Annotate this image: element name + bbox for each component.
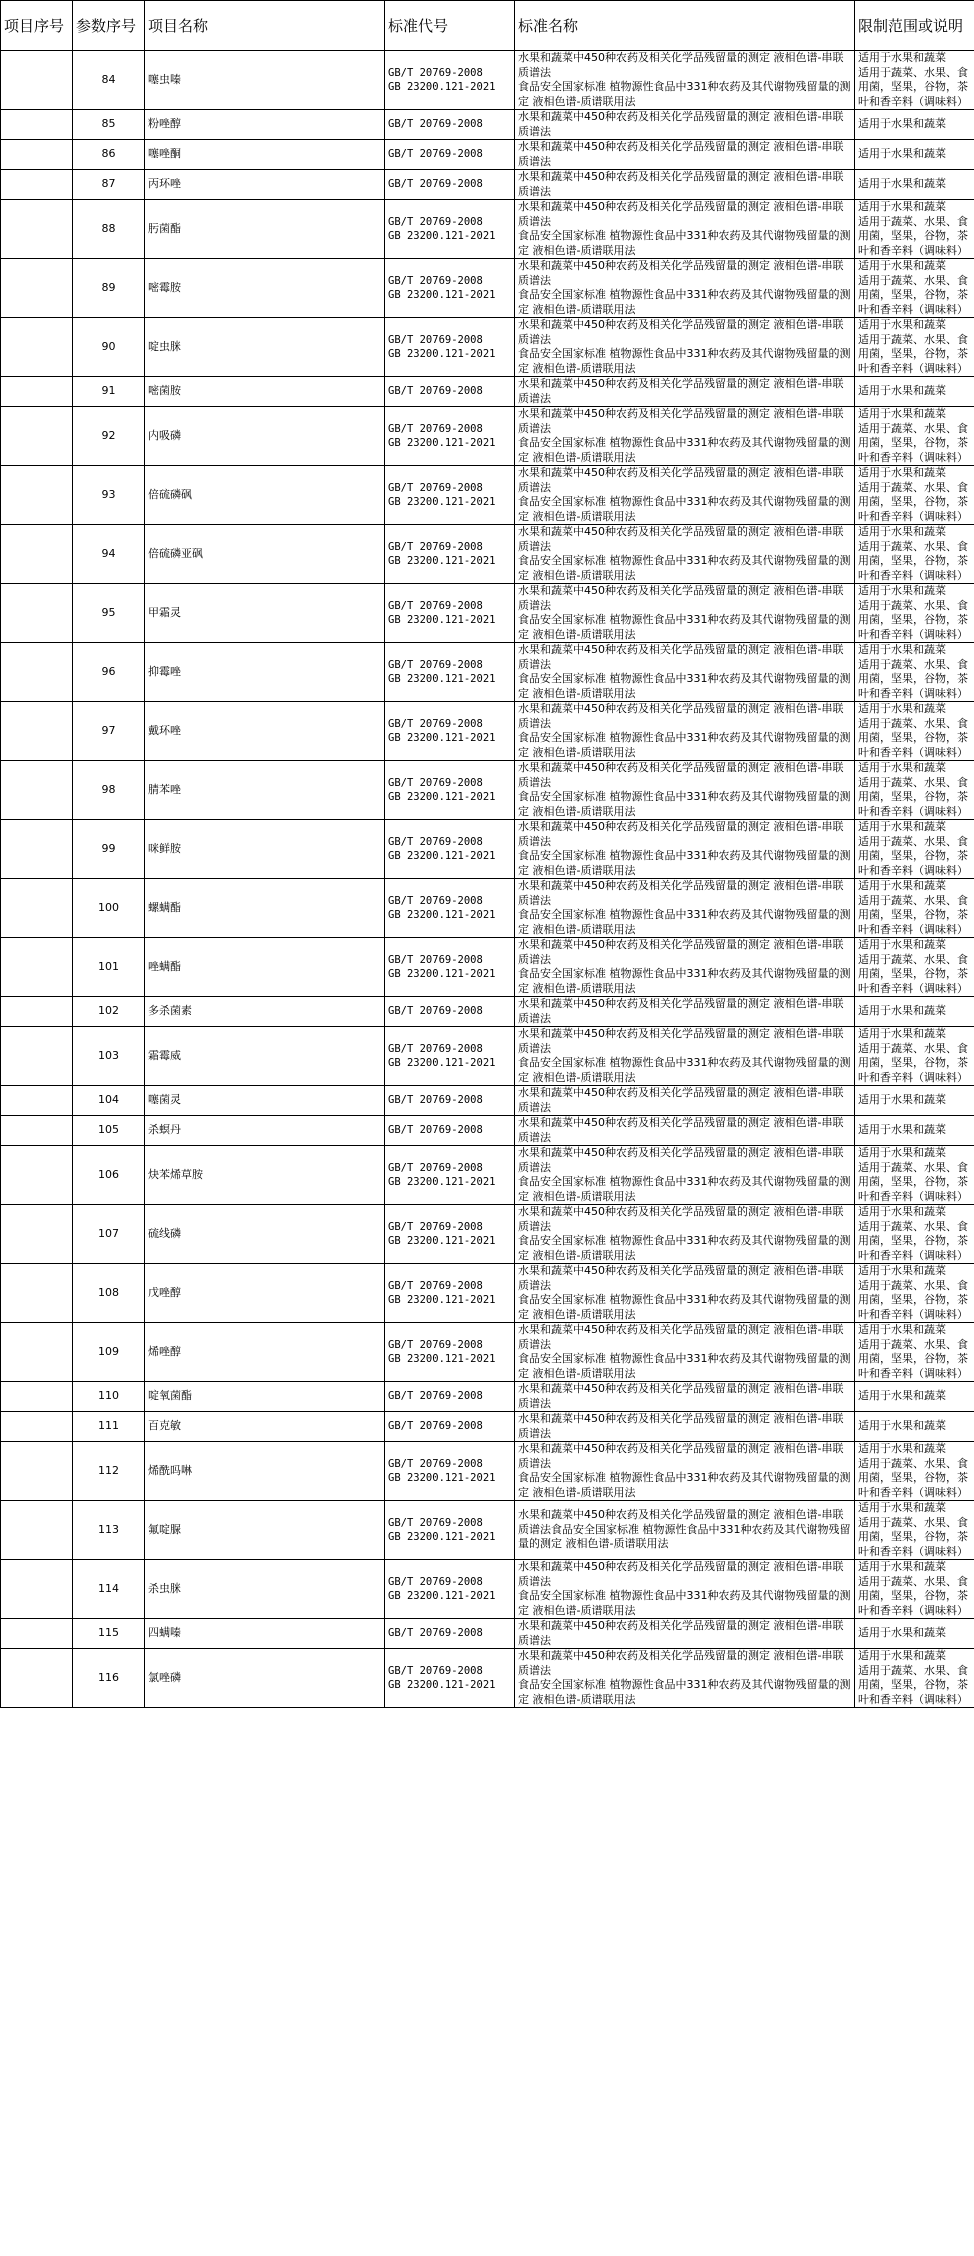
item-no-cell: [1, 140, 73, 170]
header-scope: 限制范围或说明: [855, 1, 974, 51]
scope-cell: 适用于水果和蔬菜: [855, 997, 974, 1027]
standard-code-cell: GB/T 20769-2008 GB 23200.121-2021: [385, 820, 515, 879]
table-row: [1, 1560, 974, 1619]
table-row: [1, 140, 974, 170]
standard-name-cell: 水果和蔬菜中450种农药及相关化学品残留量的测定 液相色谱-串联质谱法: [515, 110, 855, 140]
item-no-cell: [1, 466, 73, 525]
header-param-no: 参数序号: [73, 1, 145, 51]
item-name-cell: 倍硫磷砜: [145, 466, 385, 525]
standard-name-cell: 水果和蔬菜中450种农药及相关化学品残留量的测定 液相色谱-串联质谱法食品安全国家标准 植物源性食品中331种农药及其代谢物残留量的测定 液相色谱-质谱联用法: [515, 1501, 855, 1560]
param-no-cell: 102: [73, 997, 145, 1027]
param-no-cell: 93: [73, 466, 145, 525]
scope-cell: 适用于水果和蔬菜 适用于蔬菜、水果、食用菌，坚果，谷物，茶叶和香辛料（调味料）: [855, 466, 974, 525]
table-row: [1, 643, 974, 702]
standard-name-cell: 水果和蔬菜中450种农药及相关化学品残留量的测定 液相色谱-串联质谱法 食品安全国家标准 植物源性食品中331种农药及其代谢物残留量的测定 液相色谱-质谱联用法: [515, 1264, 855, 1323]
item-no-cell: [1, 525, 73, 584]
scope-cell: 适用于水果和蔬菜 适用于蔬菜、水果、食用菌，坚果，谷物，茶叶和香辛料（调味料）: [855, 938, 974, 997]
item-no-cell: [1, 377, 73, 407]
standard-name-cell: 水果和蔬菜中450种农药及相关化学品残留量的测定 液相色谱-串联质谱法: [515, 1619, 855, 1649]
standard-name-cell: 水果和蔬菜中450种农药及相关化学品残留量的测定 液相色谱-串联质谱法: [515, 170, 855, 200]
table-row: [1, 1501, 974, 1560]
scope-cell: 适用于水果和蔬菜: [855, 377, 974, 407]
table-row: [1, 1205, 974, 1264]
item-name-cell: 烯唑醇: [145, 1323, 385, 1382]
item-name-cell: 戊唑醇: [145, 1264, 385, 1323]
item-no-cell: [1, 820, 73, 879]
standard-code-cell: GB/T 20769-2008 GB 23200.121-2021: [385, 318, 515, 377]
param-no-cell: 98: [73, 761, 145, 820]
scope-cell: 适用于水果和蔬菜 适用于蔬菜、水果、食用菌，坚果，谷物，茶叶和香辛料（调味料）: [855, 584, 974, 643]
item-name-cell: 硫线磷: [145, 1205, 385, 1264]
param-no-cell: 100: [73, 879, 145, 938]
scope-cell: 适用于水果和蔬菜: [855, 1116, 974, 1146]
scope-cell: 适用于水果和蔬菜 适用于蔬菜、水果、食用菌，坚果，谷物，茶叶和香辛料（调味料）: [855, 1146, 974, 1205]
table-row: [1, 1649, 974, 1708]
param-no-cell: 104: [73, 1086, 145, 1116]
item-no-cell: [1, 643, 73, 702]
standard-name-cell: 水果和蔬菜中450种农药及相关化学品残留量的测定 液相色谱-串联质谱法: [515, 997, 855, 1027]
standard-code-cell: GB/T 20769-2008: [385, 110, 515, 140]
table-row: [1, 318, 974, 377]
standard-code-cell: GB/T 20769-2008 GB 23200.121-2021: [385, 761, 515, 820]
item-name-cell: 丙环唑: [145, 170, 385, 200]
table-row: [1, 377, 974, 407]
standard-code-cell: GB/T 20769-2008 GB 23200.121-2021: [385, 584, 515, 643]
standard-code-cell: GB/T 20769-2008: [385, 170, 515, 200]
header-standard-name: 标准名称: [515, 1, 855, 51]
param-no-cell: 85: [73, 110, 145, 140]
param-no-cell: 101: [73, 938, 145, 997]
standard-code-cell: GB/T 20769-2008: [385, 140, 515, 170]
standard-code-cell: GB/T 20769-2008 GB 23200.121-2021: [385, 466, 515, 525]
param-no-cell: 90: [73, 318, 145, 377]
standard-name-cell: 水果和蔬菜中450种农药及相关化学品残留量的测定 液相色谱-串联质谱法 食品安全国家标准 植物源性食品中331种农药及其代谢物残留量的测定 液相色谱-质谱联用法: [515, 879, 855, 938]
standard-name-cell: 水果和蔬菜中450种农药及相关化学品残留量的测定 液相色谱-串联质谱法: [515, 1412, 855, 1442]
table-row: [1, 259, 974, 318]
table-row: [1, 879, 974, 938]
table-row: [1, 407, 974, 466]
table-row: [1, 1619, 974, 1649]
item-name-cell: 多杀菌素: [145, 997, 385, 1027]
item-name-cell: 戴环唑: [145, 702, 385, 761]
item-name-cell: 啶虫脒: [145, 318, 385, 377]
param-no-cell: 114: [73, 1560, 145, 1619]
scope-cell: 适用于水果和蔬菜 适用于蔬菜、水果、食用菌，坚果，谷物，茶叶和香辛料（调味料）: [855, 1323, 974, 1382]
table-row: [1, 820, 974, 879]
scope-cell: 适用于水果和蔬菜: [855, 110, 974, 140]
standard-code-cell: GB/T 20769-2008 GB 23200.121-2021: [385, 643, 515, 702]
standard-code-cell: GB/T 20769-2008 GB 23200.121-2021: [385, 1560, 515, 1619]
standard-name-cell: 水果和蔬菜中450种农药及相关化学品残留量的测定 液相色谱-串联质谱法 食品安全国家标准 植物源性食品中331种农药及其代谢物残留量的测定 液相色谱-质谱联用法: [515, 761, 855, 820]
table-row: [1, 525, 974, 584]
scope-cell: 适用于水果和蔬菜 适用于蔬菜、水果、食用菌，坚果，谷物，茶叶和香辛料（调味料）: [855, 318, 974, 377]
item-name-cell: 唑螨酯: [145, 938, 385, 997]
standard-name-cell: 水果和蔬菜中450种农药及相关化学品残留量的测定 液相色谱-串联质谱法 食品安全国家标准 植物源性食品中331种农药及其代谢物残留量的测定 液相色谱-质谱联用法: [515, 1027, 855, 1086]
standard-name-cell: 水果和蔬菜中450种农药及相关化学品残留量的测定 液相色谱-串联质谱法 食品安全国家标准 植物源性食品中331种农药及其代谢物残留量的测定 液相色谱-质谱联用法: [515, 525, 855, 584]
item-no-cell: [1, 584, 73, 643]
item-no-cell: [1, 1146, 73, 1205]
item-no-cell: [1, 1501, 73, 1560]
param-no-cell: 99: [73, 820, 145, 879]
item-no-cell: [1, 938, 73, 997]
table-row: [1, 1116, 974, 1146]
item-name-cell: 内吸磷: [145, 407, 385, 466]
table-row: [1, 466, 974, 525]
table-row: [1, 702, 974, 761]
standard-name-cell: 水果和蔬菜中450种农药及相关化学品残留量的测定 液相色谱-串联质谱法 食品安全国家标准 植物源性食品中331种农药及其代谢物残留量的测定 液相色谱-质谱联用法: [515, 1442, 855, 1501]
item-no-cell: [1, 1619, 73, 1649]
item-no-cell: [1, 259, 73, 318]
item-no-cell: [1, 1027, 73, 1086]
standard-code-cell: GB/T 20769-2008: [385, 997, 515, 1027]
item-no-cell: [1, 200, 73, 259]
param-no-cell: 96: [73, 643, 145, 702]
scope-cell: 适用于水果和蔬菜 适用于蔬菜、水果、食用菌，坚果，谷物，茶叶和香辛料（调味料）: [855, 1649, 974, 1708]
item-no-cell: [1, 1086, 73, 1116]
item-name-cell: 霜霉威: [145, 1027, 385, 1086]
param-no-cell: 113: [73, 1501, 145, 1560]
item-no-cell: [1, 761, 73, 820]
table-row: [1, 761, 974, 820]
param-no-cell: 109: [73, 1323, 145, 1382]
standard-code-cell: GB/T 20769-2008 GB 23200.121-2021: [385, 407, 515, 466]
item-name-cell: 肟菌酯: [145, 200, 385, 259]
item-no-cell: [1, 1412, 73, 1442]
item-name-cell: 噻虫嗪: [145, 51, 385, 110]
table-row: [1, 51, 974, 110]
item-no-cell: [1, 702, 73, 761]
item-name-cell: 咪鲜胺: [145, 820, 385, 879]
param-no-cell: 95: [73, 584, 145, 643]
standard-name-cell: 水果和蔬菜中450种农药及相关化学品残留量的测定 液相色谱-串联质谱法: [515, 1086, 855, 1116]
scope-cell: 适用于水果和蔬菜 适用于蔬菜、水果、食用菌，坚果，谷物，茶叶和香辛料（调味料）: [855, 407, 974, 466]
scope-cell: 适用于水果和蔬菜 适用于蔬菜、水果、食用菌，坚果，谷物，茶叶和香辛料（调味料）: [855, 820, 974, 879]
param-no-cell: 87: [73, 170, 145, 200]
standard-name-cell: 水果和蔬菜中450种农药及相关化学品残留量的测定 液相色谱-串联质谱法: [515, 140, 855, 170]
header-standard-code: 标准代号: [385, 1, 515, 51]
item-name-cell: 抑霉唑: [145, 643, 385, 702]
scope-cell: 适用于水果和蔬菜: [855, 1382, 974, 1412]
item-no-cell: [1, 170, 73, 200]
scope-cell: 适用于水果和蔬菜 适用于蔬菜、水果、食用菌，坚果，谷物，茶叶和香辛料（调味料）: [855, 1027, 974, 1086]
standard-code-cell: GB/T 20769-2008 GB 23200.121-2021: [385, 1442, 515, 1501]
param-no-cell: 89: [73, 259, 145, 318]
standard-code-cell: GB/T 20769-2008 GB 23200.121-2021: [385, 1264, 515, 1323]
scope-cell: 适用于水果和蔬菜: [855, 170, 974, 200]
param-no-cell: 115: [73, 1619, 145, 1649]
standard-code-cell: GB/T 20769-2008: [385, 1382, 515, 1412]
standard-code-cell: GB/T 20769-2008 GB 23200.121-2021: [385, 1501, 515, 1560]
item-name-cell: 腈苯唑: [145, 761, 385, 820]
item-name-cell: 氟啶脲: [145, 1501, 385, 1560]
standard-name-cell: 水果和蔬菜中450种农药及相关化学品残留量的测定 液相色谱-串联质谱法 食品安全国家标准 植物源性食品中331种农药及其代谢物残留量的测定 液相色谱-质谱联用法: [515, 1323, 855, 1382]
table-row: [1, 1086, 974, 1116]
item-no-cell: [1, 1116, 73, 1146]
item-no-cell: [1, 51, 73, 110]
item-name-cell: 倍硫磷亚砜: [145, 525, 385, 584]
header-item-no: 项目序号: [1, 1, 73, 51]
scope-cell: 适用于水果和蔬菜: [855, 1086, 974, 1116]
param-no-cell: 86: [73, 140, 145, 170]
item-name-cell: 啶氧菌酯: [145, 1382, 385, 1412]
param-no-cell: 108: [73, 1264, 145, 1323]
standard-code-cell: GB/T 20769-2008: [385, 1116, 515, 1146]
param-no-cell: 107: [73, 1205, 145, 1264]
param-no-cell: 97: [73, 702, 145, 761]
item-no-cell: [1, 879, 73, 938]
standard-code-cell: GB/T 20769-2008 GB 23200.121-2021: [385, 259, 515, 318]
standard-name-cell: 水果和蔬菜中450种农药及相关化学品残留量的测定 液相色谱-串联质谱法 食品安全国家标准 植物源性食品中331种农药及其代谢物残留量的测定 液相色谱-质谱联用法: [515, 259, 855, 318]
standard-name-cell: 水果和蔬菜中450种农药及相关化学品残留量的测定 液相色谱-串联质谱法 食品安全国家标准 植物源性食品中331种农药及其代谢物残留量的测定 液相色谱-质谱联用法: [515, 407, 855, 466]
table-row: [1, 1382, 974, 1412]
item-name-cell: 粉唑醇: [145, 110, 385, 140]
table-header-row: [1, 1, 974, 51]
item-no-cell: [1, 318, 73, 377]
standard-name-cell: 水果和蔬菜中450种农药及相关化学品残留量的测定 液相色谱-串联质谱法 食品安全国家标准 植物源性食品中331种农药及其代谢物残留量的测定 液相色谱-质谱联用法: [515, 820, 855, 879]
scope-cell: 适用于水果和蔬菜: [855, 140, 974, 170]
param-no-cell: 112: [73, 1442, 145, 1501]
table-row: [1, 1442, 974, 1501]
scope-cell: 适用于水果和蔬菜 适用于蔬菜、水果、食用菌，坚果，谷物，茶叶和香辛料（调味料）: [855, 879, 974, 938]
param-no-cell: 111: [73, 1412, 145, 1442]
scope-cell: 适用于水果和蔬菜 适用于蔬菜、水果、食用菌，坚果，谷物，茶叶和香辛料（调味料）: [855, 1264, 974, 1323]
table-row: [1, 1264, 974, 1323]
scope-cell: 适用于水果和蔬菜 适用于蔬菜、水果、食用菌，坚果，谷物，茶叶和香辛料（调味料）: [855, 200, 974, 259]
item-name-cell: 噻菌灵: [145, 1086, 385, 1116]
item-name-cell: 百克敏: [145, 1412, 385, 1442]
standard-name-cell: 水果和蔬菜中450种农药及相关化学品残留量的测定 液相色谱-串联质谱法 食品安全国家标准 植物源性食品中331种农药及其代谢物残留量的测定 液相色谱-质谱联用法: [515, 51, 855, 110]
standard-name-cell: 水果和蔬菜中450种农药及相关化学品残留量的测定 液相色谱-串联质谱法: [515, 1116, 855, 1146]
item-no-cell: [1, 110, 73, 140]
standard-code-cell: GB/T 20769-2008 GB 23200.121-2021: [385, 702, 515, 761]
scope-cell: 适用于水果和蔬菜 适用于蔬菜、水果、食用菌，坚果，谷物，茶叶和香辛料（调味料）: [855, 259, 974, 318]
table-row: [1, 170, 974, 200]
standard-name-cell: 水果和蔬菜中450种农药及相关化学品残留量的测定 液相色谱-串联质谱法 食品安全国家标准 植物源性食品中331种农药及其代谢物残留量的测定 液相色谱-质谱联用法: [515, 1146, 855, 1205]
scope-cell: 适用于水果和蔬菜 适用于蔬菜、水果、食用菌，坚果，谷物，茶叶和香辛料（调味料）: [855, 1560, 974, 1619]
param-no-cell: 88: [73, 200, 145, 259]
scope-cell: 适用于水果和蔬菜 适用于蔬菜、水果、食用菌，坚果，谷物，茶叶和香辛料（调味料）: [855, 1205, 974, 1264]
scope-cell: 适用于水果和蔬菜 适用于蔬菜、水果、食用菌，坚果，谷物，茶叶和香辛料（调味料）: [855, 643, 974, 702]
standard-code-cell: GB/T 20769-2008: [385, 377, 515, 407]
item-name-cell: 螺螨酯: [145, 879, 385, 938]
table-row: [1, 110, 974, 140]
standard-name-cell: 水果和蔬菜中450种农药及相关化学品残留量的测定 液相色谱-串联质谱法: [515, 377, 855, 407]
item-name-cell: 嘧霉胺: [145, 259, 385, 318]
standard-name-cell: 水果和蔬菜中450种农药及相关化学品残留量的测定 液相色谱-串联质谱法 食品安全国家标准 植物源性食品中331种农药及其代谢物残留量的测定 液相色谱-质谱联用法: [515, 643, 855, 702]
item-name-cell: 烯酰吗啉: [145, 1442, 385, 1501]
header-item-name: 项目名称: [145, 1, 385, 51]
item-no-cell: [1, 1205, 73, 1264]
standard-name-cell: 水果和蔬菜中450种农药及相关化学品残留量的测定 液相色谱-串联质谱法 食品安全国家标准 植物源性食品中331种农药及其代谢物残留量的测定 液相色谱-质谱联用法: [515, 200, 855, 259]
item-no-cell: [1, 407, 73, 466]
standard-code-cell: GB/T 20769-2008 GB 23200.121-2021: [385, 1323, 515, 1382]
item-name-cell: 杀螟丹: [145, 1116, 385, 1146]
item-name-cell: 氯唑磷: [145, 1649, 385, 1708]
item-name-cell: 四螨嗪: [145, 1619, 385, 1649]
standard-code-cell: GB/T 20769-2008: [385, 1086, 515, 1116]
param-no-cell: 105: [73, 1116, 145, 1146]
table-row: [1, 938, 974, 997]
param-no-cell: 91: [73, 377, 145, 407]
standard-code-cell: GB/T 20769-2008: [385, 1412, 515, 1442]
standard-code-cell: GB/T 20769-2008 GB 23200.121-2021: [385, 525, 515, 584]
standard-code-cell: GB/T 20769-2008 GB 23200.121-2021: [385, 879, 515, 938]
table-row: [1, 584, 974, 643]
scope-cell: 适用于水果和蔬菜: [855, 1619, 974, 1649]
param-no-cell: 103: [73, 1027, 145, 1086]
item-no-cell: [1, 1264, 73, 1323]
standard-code-cell: GB/T 20769-2008: [385, 1619, 515, 1649]
param-no-cell: 92: [73, 407, 145, 466]
scope-cell: 适用于水果和蔬菜 适用于蔬菜、水果、食用菌，坚果，谷物，茶叶和香辛料（调味料）: [855, 525, 974, 584]
item-name-cell: 甲霜灵: [145, 584, 385, 643]
table-row: [1, 200, 974, 259]
scope-cell: 适用于水果和蔬菜 适用于蔬菜、水果、食用菌，坚果，谷物，茶叶和香辛料（调味料）: [855, 1442, 974, 1501]
standard-code-cell: GB/T 20769-2008 GB 23200.121-2021: [385, 1649, 515, 1708]
item-name-cell: 杀虫脒: [145, 1560, 385, 1619]
standard-code-cell: GB/T 20769-2008 GB 23200.121-2021: [385, 1146, 515, 1205]
item-no-cell: [1, 1560, 73, 1619]
table-row: [1, 1323, 974, 1382]
scope-cell: 适用于水果和蔬菜 适用于蔬菜、水果、食用菌，坚果，谷物，茶叶和香辛料（调味料）: [855, 702, 974, 761]
table-row: [1, 1412, 974, 1442]
item-name-cell: 噻唑酮: [145, 140, 385, 170]
scope-cell: 适用于水果和蔬菜 适用于蔬菜、水果、食用菌，坚果，谷物，茶叶和香辛料（调味料）: [855, 1501, 974, 1560]
item-no-cell: [1, 1382, 73, 1412]
standard-code-cell: GB/T 20769-2008 GB 23200.121-2021: [385, 1205, 515, 1264]
table-row: [1, 1027, 974, 1086]
standard-code-cell: GB/T 20769-2008 GB 23200.121-2021: [385, 51, 515, 110]
standard-name-cell: 水果和蔬菜中450种农药及相关化学品残留量的测定 液相色谱-串联质谱法 食品安全国家标准 植物源性食品中331种农药及其代谢物残留量的测定 液相色谱-质谱联用法: [515, 938, 855, 997]
param-no-cell: 106: [73, 1146, 145, 1205]
scope-cell: 适用于水果和蔬菜 适用于蔬菜、水果、食用菌，坚果，谷物，茶叶和香辛料（调味料）: [855, 51, 974, 110]
standard-name-cell: 水果和蔬菜中450种农药及相关化学品残留量的测定 液相色谱-串联质谱法 食品安全国家标准 植物源性食品中331种农药及其代谢物残留量的测定 液相色谱-质谱联用法: [515, 1649, 855, 1708]
scope-cell: 适用于水果和蔬菜: [855, 1412, 974, 1442]
standard-code-cell: GB/T 20769-2008 GB 23200.121-2021: [385, 200, 515, 259]
scope-cell: 适用于水果和蔬菜 适用于蔬菜、水果、食用菌，坚果，谷物，茶叶和香辛料（调味料）: [855, 761, 974, 820]
param-no-cell: 110: [73, 1382, 145, 1412]
table-row: [1, 997, 974, 1027]
standard-name-cell: 水果和蔬菜中450种农药及相关化学品残留量的测定 液相色谱-串联质谱法 食品安全国家标准 植物源性食品中331种农药及其代谢物残留量的测定 液相色谱-质谱联用法: [515, 584, 855, 643]
standard-code-cell: GB/T 20769-2008 GB 23200.121-2021: [385, 938, 515, 997]
standard-code-cell: GB/T 20769-2008 GB 23200.121-2021: [385, 1027, 515, 1086]
param-no-cell: 94: [73, 525, 145, 584]
item-no-cell: [1, 1323, 73, 1382]
item-name-cell: 嘧菌胺: [145, 377, 385, 407]
standard-name-cell: 水果和蔬菜中450种农药及相关化学品残留量的测定 液相色谱-串联质谱法 食品安全国家标准 植物源性食品中331种农药及其代谢物残留量的测定 液相色谱-质谱联用法: [515, 1560, 855, 1619]
standard-name-cell: 水果和蔬菜中450种农药及相关化学品残留量的测定 液相色谱-串联质谱法 食品安全国家标准 植物源性食品中331种农药及其代谢物残留量的测定 液相色谱-质谱联用法: [515, 1205, 855, 1264]
standard-name-cell: 水果和蔬菜中450种农药及相关化学品残留量的测定 液相色谱-串联质谱法 食品安全国家标准 植物源性食品中331种农药及其代谢物残留量的测定 液相色谱-质谱联用法: [515, 466, 855, 525]
param-no-cell: 116: [73, 1649, 145, 1708]
standard-name-cell: 水果和蔬菜中450种农药及相关化学品残留量的测定 液相色谱-串联质谱法 食品安全国家标准 植物源性食品中331种农药及其代谢物残留量的测定 液相色谱-质谱联用法: [515, 318, 855, 377]
param-no-cell: 84: [73, 51, 145, 110]
item-no-cell: [1, 997, 73, 1027]
table-row: [1, 1146, 974, 1205]
item-no-cell: [1, 1442, 73, 1501]
standard-name-cell: 水果和蔬菜中450种农药及相关化学品残留量的测定 液相色谱-串联质谱法: [515, 1382, 855, 1412]
item-name-cell: 炔苯烯草胺: [145, 1146, 385, 1205]
item-no-cell: [1, 1649, 73, 1708]
standard-name-cell: 水果和蔬菜中450种农药及相关化学品残留量的测定 液相色谱-串联质谱法 食品安全国家标准 植物源性食品中331种农药及其代谢物残留量的测定 液相色谱-质谱联用法: [515, 702, 855, 761]
